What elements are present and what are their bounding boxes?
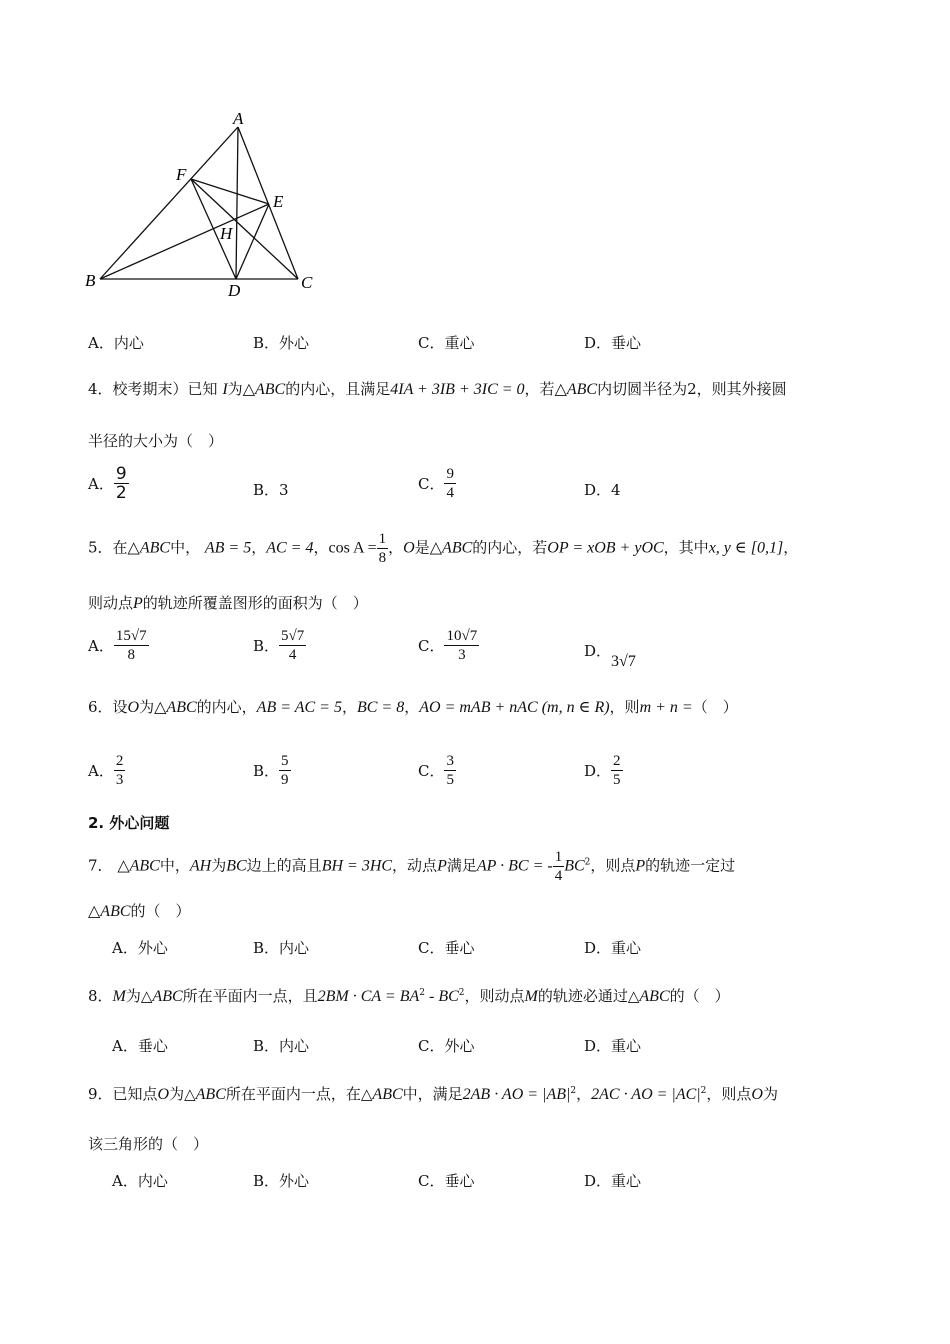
q3-option-a[interactable]: A．内心 (88, 334, 144, 352)
label-A: A (233, 109, 244, 128)
q6-option-b[interactable]: B． $\frac{5}{9}$ (253, 753, 289, 788)
label-D: D (228, 281, 241, 300)
q3-option-c[interactable]: C．重心 (418, 334, 475, 352)
q5-option-a[interactable]: A． $\frac{15√7}{8}$ (88, 628, 147, 663)
q6-stem: 6．设O为△ABC的内心，AB = AC = 5，BC = 8，AO = mAB + nAC (m, n ∈ R)，则m + n =（ ） (88, 698, 738, 716)
label-B: B (85, 271, 96, 290)
q9-stem-line2: 该三角形的（ ） (88, 1135, 209, 1153)
q7-option-c[interactable]: C．垂心 (418, 939, 475, 957)
q9-option-a[interactable]: A．内心 (112, 1172, 168, 1190)
q4-stem: 4．校考期末）已知 I为△ABC的内心，且满足4IA + 3IB + 3IC = 0，若△ABC内切圆半径为2，则其外接圆 (88, 380, 787, 398)
q7-option-d[interactable]: D．重心 (584, 939, 642, 957)
q4-option-a[interactable]: A． $\frac{9}{2}$ (88, 464, 127, 503)
q7-stem-line2: △ABC的（ ） (88, 902, 191, 920)
q7-option-b[interactable]: B．内心 (253, 939, 310, 957)
q9-option-c[interactable]: C．垂心 (418, 1172, 475, 1190)
q8-stem: 8．M为△ABC所在平面内一点，且2BM · CA = $BA^2 - BC^2$，则动点M的轨迹必通过△ABC的（ ） (88, 987, 730, 1005)
q6-option-d[interactable]: D． $\frac{2}{5}$ (584, 753, 621, 788)
q4-option-c[interactable]: C． $\frac{9}{4}$ (418, 466, 454, 501)
label-E: E (273, 192, 284, 211)
q5-option-d[interactable]: D．3√7 (584, 642, 636, 670)
triangle-figure (80, 105, 330, 305)
q7-stem: 7． △ABC中，AH为BC边上的高且BH = 3HC，动点P满足AP · BC = - $\frac{1}{4}$ $BC^2$，则点P的轨迹一定过 (88, 849, 736, 884)
q3-option-d[interactable]: D．垂心 (584, 334, 642, 352)
q8-option-d[interactable]: D．重心 (584, 1037, 642, 1055)
q5-option-c[interactable]: C． $\frac{10√7}{3}$ (418, 628, 478, 663)
q8-option-a[interactable]: A．垂心 (112, 1037, 168, 1055)
label-C: C (301, 273, 313, 292)
q5-stem: 5．在△ABC中， AB = 5，AC = 4，cos A = $\frac{1}{8}$ ，O是△ABC的内心，若OP = xOB + yOC，其中x, y ∈ [0,1]， (88, 531, 799, 566)
q4-stem-line2: 半径的大小为（ ） (88, 432, 224, 450)
q8-option-c[interactable]: C．外心 (418, 1037, 475, 1055)
q3-option-b[interactable]: B．外心 (253, 334, 310, 352)
label-H: H (220, 224, 233, 243)
q9-option-d[interactable]: D．重心 (584, 1172, 642, 1190)
q6-option-a[interactable]: A． $\frac{2}{3}$ (88, 753, 124, 788)
q6-option-c[interactable]: C． $\frac{3}{5}$ (418, 753, 454, 788)
q5-option-b[interactable]: B． $\frac{5√7}{4}$ (253, 628, 305, 663)
q8-option-b[interactable]: B．内心 (253, 1037, 310, 1055)
q7-option-a[interactable]: A．外心 (112, 939, 168, 957)
q5-stem-line2: 则动点P的轨迹所覆盖图形的面积为（ ） (88, 594, 368, 612)
section-heading-circumcenter: 2. 外心问题 (88, 814, 170, 832)
label-F: F (176, 165, 187, 184)
q9-stem: 9．已知点O为△ABC所在平面内一点，在△ABC中，满足2AB · AO = $|AB|^2$，2AC · AO = $|AC|^2$，则点O为 (88, 1085, 778, 1103)
q4-option-d[interactable]: D．4 (584, 481, 621, 499)
q9-option-b[interactable]: B．外心 (253, 1172, 310, 1190)
q4-option-b[interactable]: B．3 (253, 481, 289, 499)
